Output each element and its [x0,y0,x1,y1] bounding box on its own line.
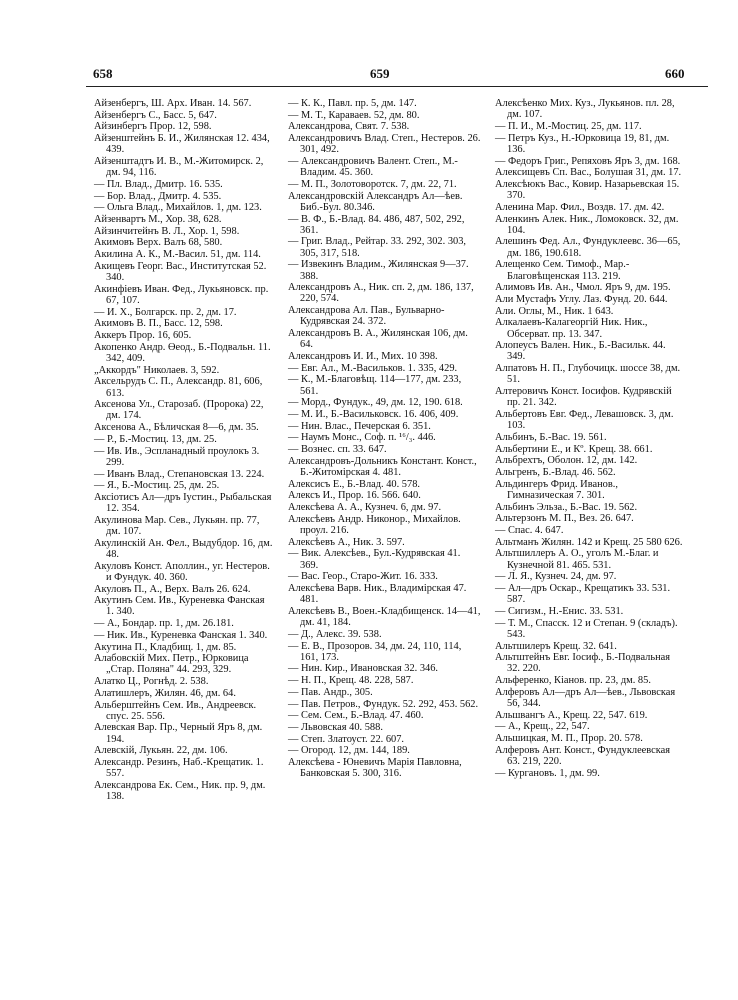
directory-entry: Айзенштадтъ И. В., М.-Житомирск. 2, дм. 94, 116. [94,156,266,179]
directory-entry: — А., Крещ., 22, 547. [495,721,590,733]
directory-entry: Альтшилеръ Крещ. 32. 641. [495,640,617,652]
header-rule [86,86,708,87]
directory-entry: — Вас. Геор., Старо-Жит. 16. 333. [288,571,438,583]
directory-entry: Акуловъ П., А., Верх. Валъ 26. 624. [94,583,251,595]
directory-entry: — Огород. 12, дм. 144, 189. [288,745,410,757]
directory-entry: Альференко, Кіанов. пр. 23, дм. 85. [495,675,651,687]
directory-entry: — Петръ Куз., Н.-Юрковица 19, 81, дм. 136. [495,132,672,155]
directory-entry: — Ольга Влад., Михайлов. 1, дм. 123. [94,202,262,214]
directory-entry: — И. Х., Болгарск. пр. 2, дм. 17. [94,306,237,318]
directory-entry: Альбертовъ Евг. Фед., Левашовск. 3, дм. 103. [495,408,677,432]
directory-entry: — Спас. 4. 647. [495,525,564,537]
directory-entry: — Ал—дръ Оскар., Крещатикъ 33. 531. 587. [495,583,673,606]
directory-entry: — К. К., Павл. пр. 5, дм. 147. [288,98,417,109]
directory-entry: — К., М.-Благовѣщ. 114—177, дм. 233, 561. [288,374,464,397]
directory-entry: Александрова Ал. Пав., Бульварно-Кудрявская 24. 372. [288,305,445,328]
directory-column-3 [495,98,684,779]
directory-entry: Альшицкая, М. П., Прор. 20. 578. [495,733,643,745]
directory-entry: — П. И., М.-Мостиц. 25, дм. 117. [495,120,642,132]
directory-entry: Айзенштейнъ Б. И., Жилянская 12. 434, 439. [94,133,273,156]
directory-entry: Аксенова Ул., Старозаб. (Пророка) 22, дм. 174. [94,399,267,422]
directory-entry: — Нин. Влас., Печерская 6. 351. [288,420,431,432]
directory-entry: — М. И., Б.-Васильковск. 16. 406, 409. [288,408,459,420]
directory-entry: Алатко Ц., Рогнѣд. 2. 538. [94,676,209,688]
directory-entry: Алабовскій Мих. Петр., Юрковица „Стар. Поляна" 44. 293, 329. [94,653,252,676]
directory-entry: Альтерзонъ М. П., Вез. 26. 647. [495,513,634,525]
directory-entry: Акищевъ Георг. Вас., Институтская 52. 340. [94,260,269,284]
directory-entry: Аксельрудъ С. П., Александр. 81, 606, 613. [94,376,265,399]
directory-entry: Алексѣюкъ Вас., Ковир. Назарьевская 15. 370. [495,178,682,202]
directory-entry: Алексисъ Е., Б.-Влад. 40. 578. [288,478,420,490]
directory-entry: — Я., Б.-Мостиц. 25, дм. 25. [94,480,220,492]
directory-entry: Алексѣева А. А., Кузнеч. 6, дм. 97. [288,502,442,514]
directory-entry: Алопеусъ Вален. Ник., Б.-Васильк. 44. 349. [495,340,669,363]
directory-entry: Али. Оглы, М., Ник. 1 643. [495,305,614,317]
directory-entry: Алексѣева Варв. Ник., Владимірская 47. 481. [288,583,469,606]
directory-entry: Александровскій Александръ Ал—ѣев. Биб.-Бул. 80.346. [288,190,466,213]
directory-entry: Акулинова Мар. Сев., Лукьян. пр. 77, дм. 107. [94,514,263,538]
directory-entry: Алевская Вар. Пр., Черный Яръ 8, дм. 194. [94,722,265,745]
directory-entry: — Д., Алекс. 39. 538. [288,628,382,640]
directory-entry: Аксіотисъ Ал—дръ Іустин., Рыбальская 12. 354. [94,491,274,515]
directory-entry: — Пав. Петров., Фундук. 52. 292, 453. 562. [288,698,479,710]
directory-entry: Алексѣенко Мих. Куз., Лукьянов. пл. 28, дм. 107. [495,98,678,121]
directory-entry: Акутина П., Кладбищ. 1, дм. 85. [94,641,237,653]
directory-entry: — Л. Я., Кузнеч. 24, дм. 97. [495,571,617,583]
directory-entry: — Извекинъ Владим., Жилянская 9—37. 388. [288,259,472,282]
directory-entry: — Пав. Андр., 305. [288,686,373,698]
directory-entry: Альтшиллеръ А. О., уголъ М.-Благ. и Кузнечной 81. 465. 531. [495,548,662,571]
directory-entry: Аленина Мар. Фил., Воздв. 17. дм. 42. [495,201,665,213]
directory-entry: Акимовъ Верх. Валъ 68, 580. [94,237,223,249]
directory-entry: Акуловъ Конст. Аполлин., уг. Нестеров. и Фундук. 40. 360. [94,560,273,583]
directory-entry: Алешинъ Фед. Ал., Фундуклеевс. 36—65, дм. 186, 190.618. [495,236,683,259]
directory-entry: — Морд., Фундук., 49, дм. 12, 190. 618. [288,397,463,409]
directory-entry: Александрова, Свят. 7. 538. [288,121,410,133]
directory-entry: Алевскій, Лукьян. 22, дм. 106. [94,745,228,757]
directory-entry: — Сем. Сем., Б.-Влад. 47. 460. [288,710,424,722]
directory-entry: Альтманъ Жилян. 142 и Крещ. 25 580 626. [495,536,683,548]
directory-entry: — Наумъ Монс., Соф. п. ¹⁶/₃. 446. [288,432,436,444]
directory-entry: Акимовъ В. П., Басс. 12, 598. [94,318,223,330]
directory-entry: Айзенбергъ С., Басс. 5, 647. [94,109,217,121]
directory-entry: Альтштейнъ Евг. Іосиф., Б.-Подвальная 32. 220. [495,652,673,675]
directory-entry: Алпатовъ Н. П., Глубочицк. шоссе 38, дм. 51. [495,363,683,386]
directory-entry: — Сигизм., Н.-Енис. 33. 531. [495,605,624,617]
directory-entry: Алексѣева - Юневичъ Марія Павловна, Банковская 5. 300, 316. [288,757,465,780]
directory-entry: Акулинскій Ан. Фел., Выдубдор. 16, дм. 48. [94,537,276,560]
directory-entry: Александровичъ Влад. Степ., Нестеров. 26. 301, 492. [288,133,484,156]
directory-entry: Айзенбергъ, Ш. Арх. Иван. 14. 567. [94,98,252,109]
directory-entry: Алферовъ Ант. Конст., Фундуклеевская 63. 219, 220. [495,744,673,768]
directory-entry: „Аккордъ" Николаев. 3, 592. [94,364,220,376]
directory-entry: Александровъ-Дольникъ Констант. Конст., Б.-Житомірская 4. 481. [288,455,480,478]
directory-entry: Альберштейнъ Сем. Ив., Андреевск. спус. 25. 556. [94,699,259,722]
directory-entry: Альбинъ, Б.-Вас. 19. 561. [495,431,607,443]
directory-entry: Альбинъ Эльза., Б.-Вас. 19. 562. [495,501,638,513]
directory-entry: Аксенова А., Бѣличская 8—6, дм. 35. [94,422,259,434]
directory-entry: Алимовъ Ив. Ан., Чмол. Яръ 9, дм. 195. [495,282,671,294]
directory-entry: — М. Т., Караваев. 52, дм. 80. [288,109,420,121]
directory-entry: Алексѣевъ Андр. Никонор., Михайлов. проул. 216. [288,513,464,537]
directory-entry: Аленкинъ Алек. Ник., Ломоковск. 32, дм. 104. [495,213,682,236]
directory-entry: — Александровичъ Валент. Степ., М.-Владим. 45. 360. [288,156,458,179]
directory-entry: Алферовъ Ал—дръ Ал—ѣев., Львовская 56, 344. [495,686,678,710]
directory-entry: — М. П., Золотоворотск. 7, дм. 22, 71. [288,178,457,190]
directory-entry: — Львовская 40. 588. [288,721,383,733]
directory-entry: Акинфіевъ Иван. Фед., Лукьяновск. пр. 67, 107. [94,283,271,306]
directory-entry: Александр. Резинъ, Наб.-Крещатик. 1. 557. [94,757,267,780]
directory-entry: — Вознес. сп. 33. 647. [288,444,387,456]
page-number-right: 660 [665,66,685,81]
directory-entry: Алексъ И., Прор. 16. 566. 640. [288,490,421,502]
directory-entry: — Иванъ Влад., Степановская 13. 224. [94,468,265,480]
directory-column-2 [288,98,484,780]
directory-entry: Айзинбергъ Прор. 12, 598. [94,121,212,133]
directory-entry: — Т. М., Спасск. 12 и Степан. 9 (складъ). 543. [495,617,681,640]
directory-entry: Алексищевъ Сп. Вас., Болушая 31, дм. 17. [495,167,682,179]
directory-entry: — А., Бондар. пр. 1, дм. 26.181. [94,618,234,630]
directory-entry: Айзенвартъ М., Хор. 38, 628. [94,214,222,226]
directory-entry: Акилина А. К., М.-Васил. 51, дм. 114. [94,249,261,261]
directory-entry: — Вик. Алексѣев., Бул.-Кудрявская 41. 369. [288,548,463,571]
directory-entry: — Кургановъ. 1, дм. 99. [495,767,600,779]
directory-entry: — Р., Б.-Мостиц. 13, дм. 25. [94,433,217,445]
directory-entry: Альбрехтъ, Оболон. 12, дм. 142. [495,455,638,467]
directory-entry: — Бор. Влад., Дмитр. 4. 535. [94,190,222,202]
directory-entry: Александровъ В. А., Жилянская 106, дм. 64. [288,328,471,351]
directory-entry: Алкалаевъ-Калагеоргій Ник. Ник., Обсерват. пр. 13. 347. [495,317,651,340]
directory-entry: Алексѣевъ А., Ник. 3. 597. [288,536,405,548]
directory-entry: Алатишлеръ, Жилян. 46, дм. 64. [94,687,236,699]
directory-entry: Алексѣевъ В., Воен.-Кладбищенск. 14—41, дм. 41, 184. [288,605,484,629]
directory-entry: — Нин. Кир., Ивановская 32. 346. [288,663,439,675]
directory-entry: — Евг. Ал., М.-Васильков. 1. 335, 429. [288,362,458,374]
directory-entry: Алещенко Сем. Тимоф., Мар.-Благовѣщенская 113. 219. [495,259,630,282]
directory-entry: — Ив. Ив., Эспланадный проулокъ 3. 299. [94,445,262,468]
directory-entry: Айзинчитейнъ В. Л., Хор. 1, 598. [94,225,240,237]
directory-entry: — Е. В., Прозоров. 34, дм. 24, 110, 114, 161, 173. [288,640,464,663]
directory-entry: Акутинъ Сем. Ив., Куреневка Фанская 1. 340. [94,595,268,618]
directory-entry: Александрова Ек. Сем., Ник. пр. 9, дм. 138. [94,779,269,803]
directory-entry: — Григ. Влад., Рейтар. 33. 292, 302. 303, 305, 317, 518. [288,236,469,259]
directory-entry: Александровъ А., Ник. сп. 2, дм. 186, 137, 220, 574. [288,282,477,305]
directory-entry: Альдингеръ Фрид. Иванов., Гимназическая 7. 301. [495,478,621,501]
page-number-center: 659 [370,66,390,81]
directory-entry: — В. Ф., Б.-Влад. 84. 486, 487, 502, 292, 361. [288,213,468,236]
directory-entry: Альгренъ, Б.-Влад. 46. 562. [495,467,616,478]
directory-entry: — Н. П., Крещ. 48. 228, 587. [288,675,414,687]
directory-entry: — Ник. Ив., Куреневка Фанская 1. 340. [94,629,268,641]
directory-entry: Альбертини Е., и Кº. Крещ. 38. 661. [495,443,653,455]
directory-entry: Александровъ И. И., Мих. 10 398. [288,350,438,362]
directory-entry: Альшвангъ А., Крещ. 22, 547. 619. [495,709,648,721]
directory-entry: — Степ. Златоуст. 22. 607. [288,733,405,745]
directory-entry: — Пл. Влад., Дмитр. 16. 535. [94,178,223,190]
page-number-left: 658 [93,66,113,81]
directory-entry: Али Мустафъ Углу. Лаз. Фунд. 20. 644. [495,293,668,305]
directory-column-1 [94,98,274,803]
directory-entry: Акопенко Андр. Өеод., Б.-Подвальн. 11. 342, 409. [94,341,274,364]
directory-entry: Алтеровичъ Конст. Іосифов. Кудрявскій пр. 21. 342. [495,386,675,409]
directory-entry: Аккеръ Прор. 16, 605. [94,330,192,342]
directory-entry: — Федоръ Григ., Репяховъ Яръ 3, дм. 168. [495,155,681,167]
